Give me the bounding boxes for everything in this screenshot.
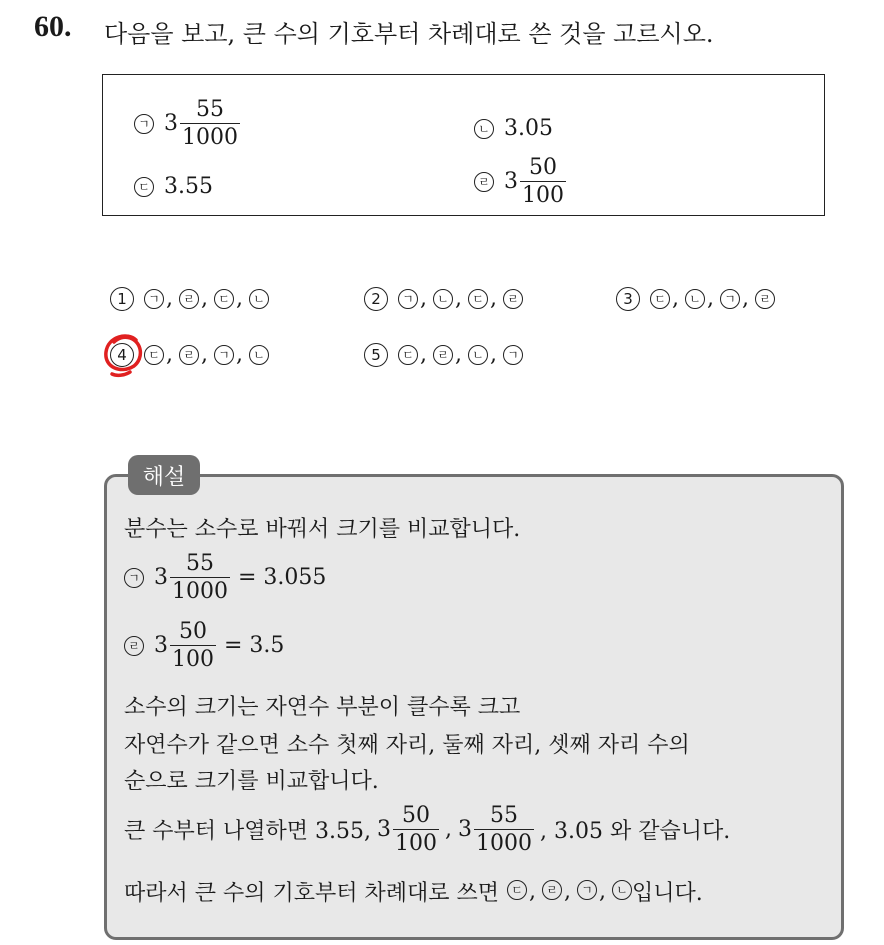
numerator: 55	[489, 803, 518, 828]
denominator: 1000	[172, 579, 228, 605]
choice-5[interactable]: 5 ㄷ , ㄹ , ㄴ , ㄱ	[364, 342, 523, 367]
whole-part: 3	[154, 565, 168, 591]
whole-part: 3	[164, 111, 178, 137]
circled-rieul-icon: ㄹ	[755, 289, 775, 309]
given-item-c	[134, 174, 213, 199]
choice-number: 3	[616, 287, 640, 311]
explanation-line-2: 소수의 크기는 자연수 부분이 클수록 크고	[124, 695, 521, 720]
choice-1[interactable]: 1 ㄱ , ㄹ , ㄷ , ㄴ	[110, 286, 269, 311]
denominator: 100	[394, 831, 437, 857]
choice-number: 5	[364, 343, 388, 367]
numerator: 50	[529, 155, 557, 180]
numerator: 55	[186, 551, 214, 576]
denominator: 100	[172, 647, 214, 673]
numerator: 50	[179, 619, 207, 644]
explanation-tag: 해설	[128, 455, 200, 495]
numerator: 50	[401, 803, 430, 828]
explanation-line-3: 자연수가 같으면 소수 첫째 자리, 둘째 자리, 셋째 자리 수의	[124, 733, 690, 758]
mixed-number	[164, 98, 240, 149]
whole-part: 3	[376, 817, 391, 843]
question-number: 60.	[34, 10, 72, 43]
circled-digeut-icon: ㄷ	[468, 289, 488, 309]
choice-number: 1	[110, 287, 134, 311]
circled-digeut-icon: ㄷ	[134, 177, 154, 197]
circled-rieul-icon: ㄹ	[433, 345, 453, 365]
explanation-order-line	[124, 804, 730, 855]
circled-rieul-icon: ㄹ	[503, 289, 523, 309]
whole-part: 3	[457, 817, 472, 843]
given-item-b	[474, 116, 553, 141]
circled-rieul-icon: ㄹ	[179, 289, 199, 309]
choice-number: 2	[364, 287, 388, 311]
circled-giyeok-icon: ㄱ	[134, 114, 154, 134]
circled-rieul-icon: ㄹ	[474, 172, 494, 192]
circled-giyeok-icon: ㄱ	[144, 289, 164, 309]
given-value: 3.05	[504, 116, 553, 141]
conversion-d	[124, 620, 284, 671]
circled-giyeok-icon: ㄱ	[124, 568, 144, 588]
fraction	[474, 804, 534, 855]
circled-nieun-icon: ㄴ	[433, 289, 453, 309]
denominator: 100	[522, 183, 564, 209]
mixed-number	[154, 552, 230, 603]
mixed-number	[154, 620, 216, 671]
choice-2[interactable]: 2 ㄱ , ㄴ , ㄷ , ㄹ	[364, 286, 523, 311]
question-text: 다음을 보고, 큰 수의 기호부터 차례대로 쓴 것을 고르시오.	[104, 20, 714, 48]
circled-rieul-icon: ㄹ	[179, 345, 199, 365]
explanation-line-1: 분수는 소수로 바꿔서 크기를 비교합니다.	[124, 517, 521, 542]
circled-rieul-icon: ㄹ	[124, 636, 144, 656]
denominator: 1000	[182, 125, 238, 151]
fraction	[520, 156, 566, 207]
answer-mark-icon	[100, 330, 148, 378]
final-suffix: 입니다.	[632, 881, 703, 906]
circled-digeut-icon: ㄷ	[144, 345, 164, 365]
mixed-number	[377, 804, 439, 855]
circled-digeut-icon: ㄷ	[507, 880, 527, 900]
circled-nieun-icon: ㄴ	[612, 880, 632, 900]
conversion-a	[124, 552, 326, 603]
circled-giyeok-icon: ㄱ	[214, 345, 234, 365]
choice-4[interactable]: 4 ㄷ , ㄹ , ㄱ , ㄴ	[110, 342, 269, 367]
conversion-result: = 3.055	[238, 565, 327, 591]
circled-digeut-icon: ㄷ	[650, 289, 670, 309]
given-item-d	[474, 156, 566, 207]
fraction	[170, 552, 230, 603]
circled-nieun-icon: ㄴ	[249, 345, 269, 365]
circled-nieun-icon: ㄴ	[474, 119, 494, 139]
circled-nieun-icon: ㄴ	[249, 289, 269, 309]
choice-3[interactable]: 3 ㄷ , ㄴ , ㄱ , ㄹ	[616, 286, 775, 311]
circled-digeut-icon: ㄷ	[398, 345, 418, 365]
numerator: 55	[196, 97, 224, 122]
denominator: 1000	[475, 831, 532, 857]
circled-giyeok-icon: ㄱ	[398, 289, 418, 309]
whole-part: 3	[504, 169, 518, 195]
final-prefix: 따라서 큰 수의 기호부터 차례대로 쓰면	[124, 881, 499, 906]
circled-rieul-icon: ㄹ	[542, 880, 562, 900]
explanation-line-4: 순으로 크기를 비교합니다.	[124, 769, 379, 794]
circled-nieun-icon: ㄴ	[685, 289, 705, 309]
whole-part: 3	[154, 633, 168, 659]
order-prefix: 큰 수부터 나열하면 3.55,	[124, 819, 371, 845]
circled-giyeok-icon: ㄱ	[503, 345, 523, 365]
mixed-number	[458, 804, 534, 855]
fraction	[170, 620, 216, 671]
explanation-final-line: 따라서 큰 수의 기호부터 차례대로 쓰면 ㄷ , ㄹ , ㄱ , ㄴ 입니다.	[124, 876, 703, 907]
given-item-a	[134, 98, 240, 149]
fraction	[180, 98, 240, 149]
circled-giyeok-icon: ㄱ	[720, 289, 740, 309]
conversion-result: = 3.5	[224, 633, 285, 659]
circled-giyeok-icon: ㄱ	[577, 880, 597, 900]
mixed-number	[504, 156, 566, 207]
choice-number: 4	[110, 343, 134, 367]
order-comma: ,	[444, 817, 452, 843]
order-suffix: , 3.05 와 같습니다.	[539, 819, 731, 845]
circled-digeut-icon: ㄷ	[214, 289, 234, 309]
given-value: 3.55	[164, 174, 213, 199]
circled-nieun-icon: ㄴ	[468, 345, 488, 365]
fraction	[393, 804, 439, 855]
